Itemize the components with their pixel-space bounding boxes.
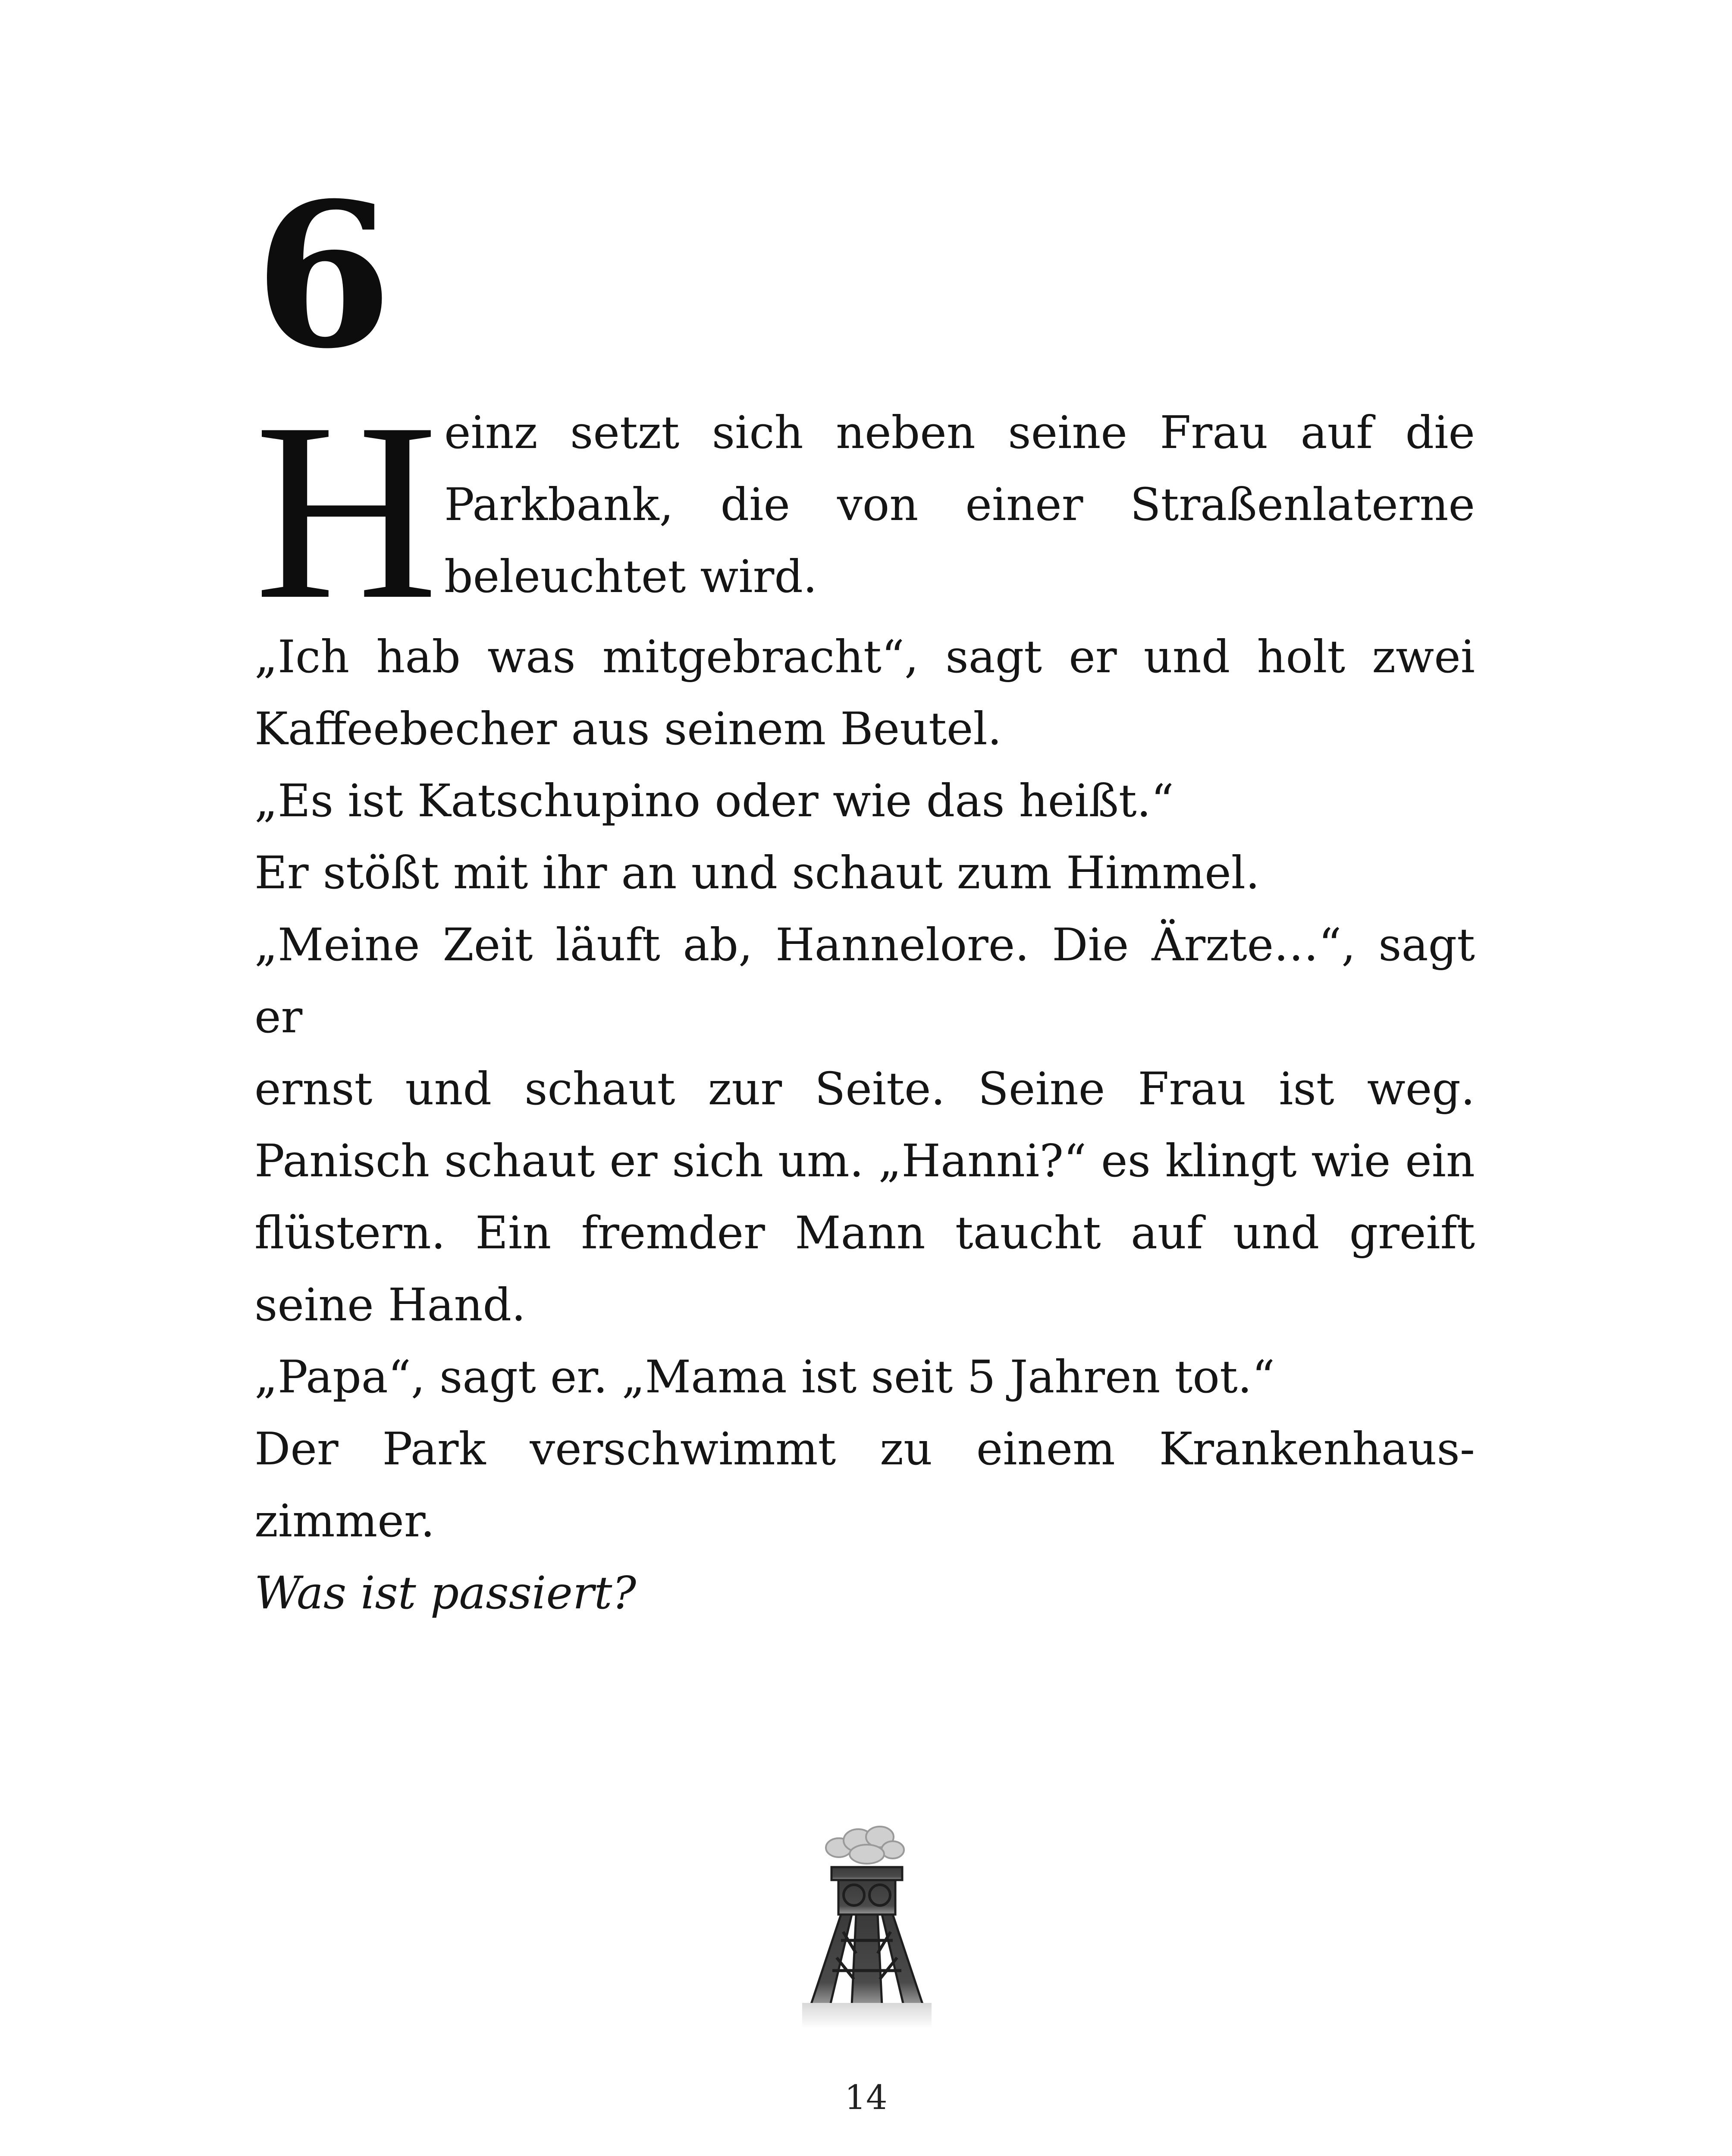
text-line: Panisch schaut er sich um. „Hanni?“ es klingt wie ein	[254, 1134, 1475, 1187]
text-line: beleuchtet wird.	[444, 550, 817, 603]
text-line: einz setzt sich neben seine Frau auf die	[444, 406, 1475, 459]
page-number: 14	[844, 2078, 888, 2117]
text-line: zimmer.	[254, 1495, 435, 1547]
drop-cap-text	[444, 397, 1475, 613]
closing-question: Was ist passiert?	[254, 1567, 637, 1619]
text-line: Er stößt mit ihr an und schaut zum Himmel.	[254, 846, 1260, 899]
drop-cap: H	[254, 370, 439, 652]
chapter-number: 6	[254, 160, 393, 392]
text-line: seine Hand.	[254, 1279, 526, 1331]
text-line: Kaffeebecher aus seinem Beutel.	[254, 702, 1002, 755]
text-line: flüstern. Ein fremder Mann taucht auf und greift	[254, 1206, 1475, 1259]
text-line: ernst und schaut zur Seite. Seine Frau ist weg.	[254, 1062, 1475, 1115]
text-line: „Papa“, sagt er. „Mama ist seit 5 Jahren tot.“	[254, 1351, 1275, 1403]
text-line: „Ich hab was mitgebracht“, sagt er und holt zwei	[254, 630, 1475, 683]
opening-paragraph	[254, 370, 1475, 652]
chapter-text	[254, 370, 1475, 1629]
text-line: „Meine Zeit läuft ab, Hannelore. Die Ärzte…“, sagt er	[254, 918, 1475, 1043]
text-line: „Es ist Katschupino oder wie das heißt.“	[254, 774, 1174, 827]
text-line: Parkbank, die von einer Straßenlaterne	[444, 478, 1475, 531]
mine-headframe-icon	[794, 1824, 940, 2031]
text-line: Der Park verschwimmt zu einem Krankenhaus-	[254, 1423, 1475, 1475]
